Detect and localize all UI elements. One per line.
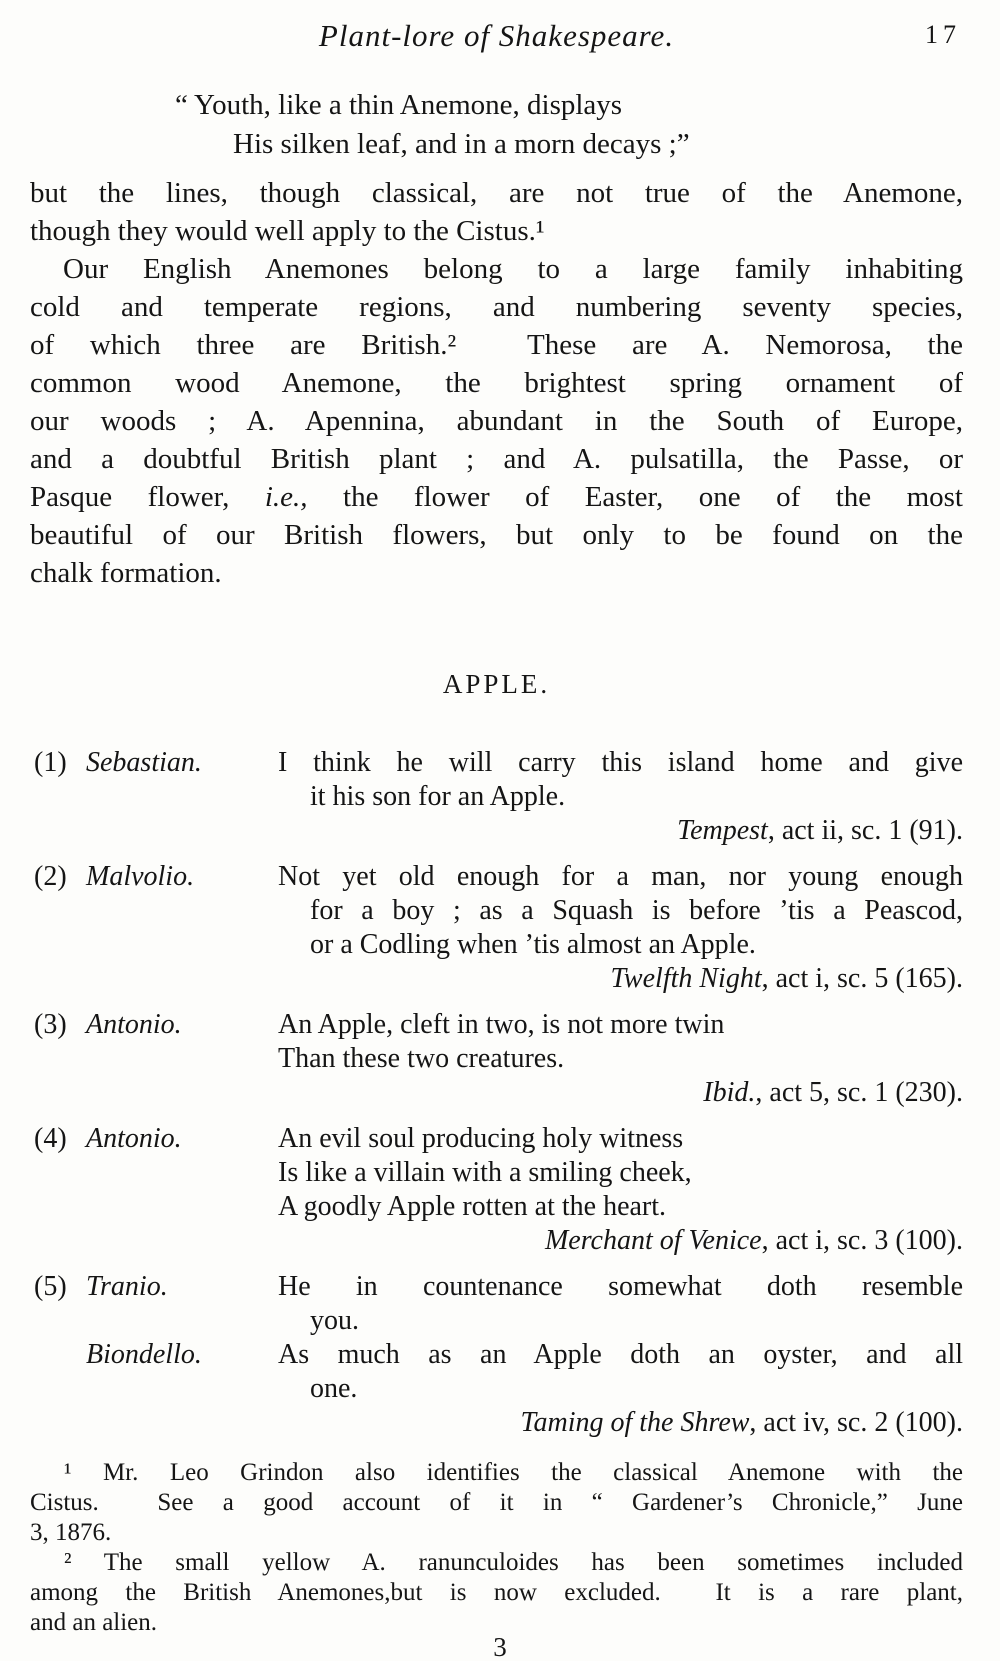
footnotes [30, 1458, 963, 1638]
text-segment-italic: i.e., [264, 481, 308, 513]
entry-speaker: Biondello. [86, 1339, 202, 1370]
text-line: beautiful of our British flowers, but only to be found on the [30, 519, 963, 551]
entry-quote [278, 1122, 963, 1258]
quote-line: As much as an Apple doth an oyster, and all [278, 1339, 963, 1370]
entry-number: (4) [34, 1123, 67, 1154]
text-line [30, 478, 963, 516]
entry-quote [278, 1270, 963, 1338]
footnote-line: and an alien. [30, 1609, 158, 1636]
entry-speaker: Antonio. [86, 1123, 182, 1154]
entry-number: (1) [34, 747, 67, 778]
verse-line: His silken leaf, and in a morn decays ;” [233, 128, 690, 160]
entry-quote [278, 1338, 963, 1440]
quote-entry-list [30, 746, 963, 1440]
quote-line: Than these two creatures. [278, 1043, 565, 1074]
citation-locator: , act i, sc. 3 (100). [761, 1225, 963, 1256]
footnote-line: ¹ Mr. Leo Grindon also identifies the classical Anemone with the [64, 1459, 963, 1486]
entry-number [30, 1338, 86, 1440]
footnote-line: among the British Anemones,but is now excluded. It is a rare plant, [30, 1579, 963, 1606]
entry-citation [278, 1076, 963, 1110]
entry-citation [278, 1224, 963, 1258]
quote-line: or a Codling when ’tis almost an Apple. [310, 929, 756, 960]
entry-number: (3) [34, 1009, 67, 1040]
quote-entry-5-biondello [30, 1338, 963, 1440]
quote-line: you. [310, 1305, 359, 1336]
quote-entry-3 [30, 1008, 963, 1110]
citation-locator: , act ii, sc. 1 (91). [767, 815, 963, 846]
text-line: common wood Anemone, the brightest spring ornament of [30, 367, 963, 399]
entry-speaker: Malvolio. [86, 861, 195, 892]
citation-locator: , act i, sc. 5 (165). [761, 963, 963, 994]
quote-entry-5-tranio [30, 1270, 963, 1338]
paragraph-anemone-intro [30, 174, 963, 250]
citation-source: Taming of the Shrew [520, 1407, 750, 1438]
text-line: Our English Anemones belong to a large family inhabiting [63, 253, 963, 285]
footnote-2 [30, 1548, 963, 1638]
text-line: chalk formation. [30, 557, 222, 589]
entry-number: (2) [34, 861, 67, 892]
entry-speaker: Tranio. [86, 1271, 168, 1302]
entry-number: (5) [34, 1271, 67, 1302]
epigraph-verse [175, 86, 963, 164]
signature-mark: 3 [493, 1632, 507, 1661]
quote-line: He in countenance somewhat doth resemble [278, 1271, 963, 1302]
text-line: our woods ; A. Apennina, abundant in the South of Europe, [30, 405, 963, 437]
quote-line: I think he will carry this island home and give [278, 747, 963, 778]
section-heading-apple: APPLE. [442, 669, 551, 699]
running-title: Plant-lore of Shakespeare. [318, 18, 675, 53]
text-segment: the flower of Easter, one of the most [307, 481, 963, 513]
entry-speaker: Antonio. [86, 1009, 182, 1040]
quote-entry-4 [30, 1122, 963, 1258]
quote-line: An evil soul producing holy witness [278, 1123, 684, 1154]
entry-quote [278, 1008, 963, 1110]
entry-speaker: Sebastian. [86, 747, 202, 778]
quote-entry-1 [30, 746, 963, 848]
verse-line: “ Youth, like a thin Anemone, displays [175, 89, 623, 121]
citation-locator: , act iv, sc. 2 (100). [749, 1407, 963, 1438]
quote-line: it his son for an Apple. [310, 781, 566, 812]
footnote-line: 3, 1876. [30, 1519, 112, 1546]
entry-citation [278, 1406, 963, 1440]
text-line: though they would well apply to the Cistus.¹ [30, 215, 545, 247]
footnote-line: ² The small yellow A. ranunculoides has been sometimes included [64, 1549, 963, 1576]
quote-line: one. [310, 1373, 358, 1404]
paragraph-anemone-species [30, 250, 963, 592]
quote-line: for a boy ; as a Squash is before ’tis a Peascod, [310, 895, 963, 926]
footnote-line: Cistus. See a good account of it in “ Gardener’s Chronicle,” June [30, 1489, 963, 1516]
text-line: but the lines, though classical, are not true of the Anemone, [30, 177, 963, 209]
text-line: and a doubtful British plant ; and A. pulsatilla, the Passe, or [30, 443, 963, 475]
citation-source: Tempest [677, 815, 768, 846]
citation-source: Ibid. [703, 1077, 756, 1108]
text-segment: Pasque flower, [30, 481, 265, 513]
citation-locator: , act 5, sc. 1 (230). [755, 1077, 963, 1108]
page-number: 17 [925, 20, 961, 49]
entry-quote [278, 746, 963, 848]
quote-line: Not yet old enough for a man, nor young enough [278, 861, 963, 892]
footnote-1 [30, 1458, 963, 1548]
entry-citation [278, 814, 963, 848]
quote-line: An Apple, cleft in two, is not more twin [278, 1009, 725, 1040]
quote-entry-2 [30, 860, 963, 996]
page-header [30, 16, 963, 60]
entry-citation [278, 962, 963, 996]
text-line: cold and temperate regions, and numbering seventy species, [30, 291, 963, 323]
quote-line: Is like a villain with a smiling cheek, [278, 1157, 692, 1188]
text-line: of which three are British.² These are A. Nemorosa, the [30, 329, 963, 361]
quote-line: A goodly Apple rotten at the heart. [278, 1191, 667, 1222]
citation-source: Merchant of Venice [544, 1225, 762, 1256]
entry-quote [278, 860, 963, 996]
citation-source: Twelfth Night [610, 963, 762, 994]
